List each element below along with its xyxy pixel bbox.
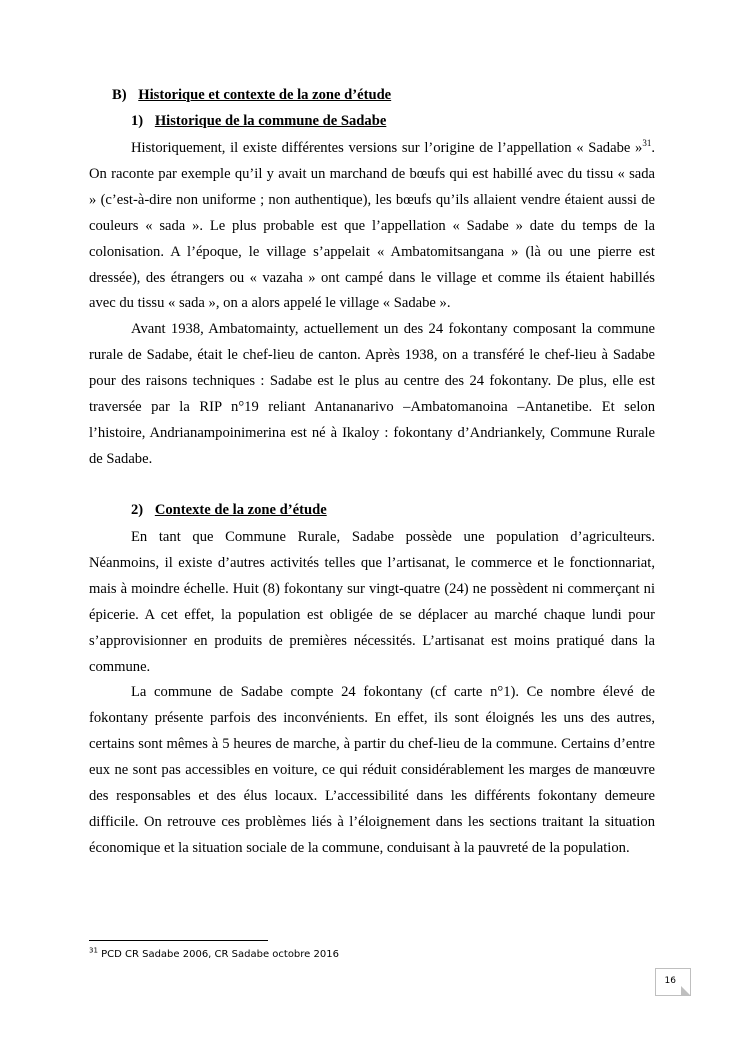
- section-title: Historique et contexte de la zone d’étude: [138, 87, 392, 103]
- paragraph-text: Historiquement, il existe différentes versions sur l’origine de l’appellation « Sadabe »: [131, 140, 643, 156]
- paragraph: La commune de Sadabe compte 24 fokontany (cf carte n°1). Ce nombre élevé de fokontany présente parfois des inconvénients. En effet, ils sont éloignés les uns des autres, certains sont mêmes à 5 heures de marche, à partir du chef-lieu de la commune. Certains d’entre eux ne sont pas accessibles en voiture, ce qui réduit considérablement les marges de manœuvre des responsables et des élus locaux. L’accessibilité dans les différents fokontany demeure difficile. On retrouve ces problèmes liés à l’éloignement dans les sections traitant la situation économique et la situation sociale de la commune, conduisant à la pauvreté de la population.: [89, 684, 655, 856]
- footnote-text: PCD CR Sadabe 2006, CR Sadabe octobre 2016: [97, 949, 339, 960]
- section-label: B): [112, 87, 127, 103]
- footnote-number: 31: [89, 946, 98, 955]
- paragraph-text: . On raconte par exemple qu’il y avait un marchand de bœufs qui est habillé avec du tissu « sada » (c’est-à-dire non uniforme ; non authentique), les bœufs qu’ils allaient vendre étaient aussi de couleurs « sada ». Le plus probable est que l’appellation « Sadabe » date du temps de la colonisation. A l’époque, le village s’appelait « Ambatomitsangana » (là ou une pierre est dressée), des étrangers ou « vazaha » ont campé dans le village et comme ils étaient habillés avec du tissu « sada », on a alors appelé le village « Sadabe ».: [89, 140, 655, 312]
- subsection-2-title: Contexte de la zone d’étude: [154, 502, 327, 518]
- page-number-box: [655, 968, 691, 996]
- subsection-2-label: 2): [131, 502, 144, 518]
- subsection-2-heading: [131, 502, 327, 519]
- footnote: [89, 946, 339, 960]
- page-number: 16: [664, 976, 676, 986]
- footnote-separator: [89, 940, 268, 941]
- page-corner-fold-icon: [681, 986, 691, 996]
- subsection-1-title: Historique de la commune de Sadabe: [154, 113, 387, 129]
- paragraph: En tant que Commune Rurale, Sadabe possède une population d’agriculteurs. Néanmoins, il existe d’autres activités telles que l’artisanat, le commerce et le fonctionnariat, mais à moindre échelle. Huit (8) fokontany sur vingt-quatre (24) ne possèdent ni commerçant ni épicerie. A cet effet, la population est obligée de se déplacer au marché chaque lundi pour s’approvisionner en produits de premières nécessités. L’artisanat est moins pratiqué dans la commune.: [89, 529, 655, 675]
- subsection-2-body: [89, 525, 655, 862]
- paragraph: [89, 136, 655, 317]
- subsection-1-heading: [131, 113, 386, 130]
- section-heading: [112, 87, 391, 104]
- subsection-1-label: 1): [131, 113, 144, 129]
- footnote-reference[interactable]: 31: [642, 138, 652, 149]
- paragraph: Avant 1938, Ambatomainty, actuellement un des 24 fokontany composant la commune rurale de Sadabe, était le chef-lieu de canton. Après 1938, on a transféré le chef-lieu à Sadabe pour des raisons techniques : Sadabe est le plus au centre des 24 fokontany. De plus, elle est traversée par la RIP n°19 reliant Antananarivo –Ambatomanoina –Antanetibe. Et selon l’histoire, Andrianampoinimerina est né à Ikaloy : fokontany d’Andriankely, Commune Rurale de Sadabe.: [89, 321, 655, 467]
- subsection-1-body: [89, 136, 655, 473]
